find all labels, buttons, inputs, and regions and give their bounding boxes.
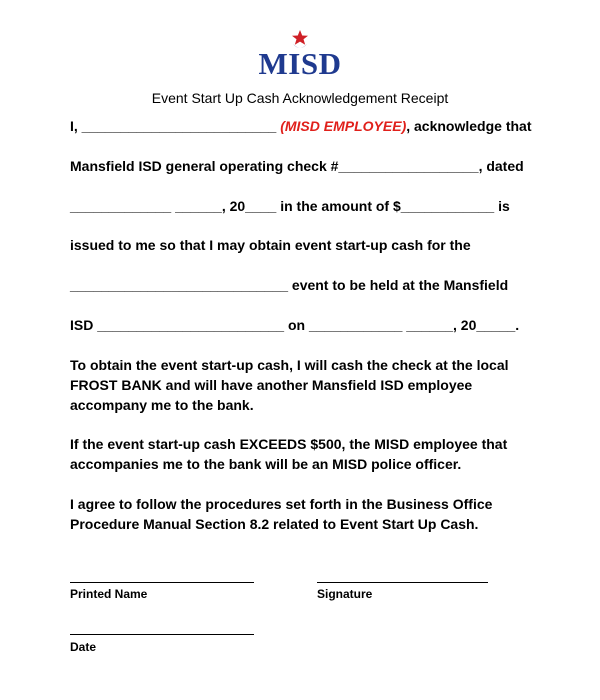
line1-prefix: I, _________________________ [70,118,281,134]
printed-name-label: Printed Name [70,587,148,601]
misd-employee-label: (MISD EMPLOYEE) [280,118,407,134]
date-line [70,634,254,635]
paragraph-exceeds-500: If the event start-up cash EXCEEDS $500, the MISD employee that accompanies me to the bank will be an MISD police officer. [70,436,508,472]
logo-text: MISD [258,46,342,81]
form-line-employee [70,116,531,136]
signature-line [317,582,488,583]
form-line-amount: _____________ ______, 20____ in the amount of $____________ is [70,198,510,214]
form-line-event: ____________________________ event to be held at the Mansfield [70,277,509,293]
printed-name-line [70,582,254,583]
line1-suffix: , acknowledge that [406,118,532,134]
date-label: Date [70,640,97,654]
paragraph-procedures: I agree to follow the procedures set forth in the Business Office Procedure Manual Section 8.2 related to Event Start Up Cash. [70,496,493,532]
document-title: Event Start Up Cash Acknowledgement Receipt [151,90,449,106]
form-line-issued: issued to me so that I may obtain event start-up cash for the [70,237,471,253]
paragraph-frost-bank: To obtain the event start-up cash, I will cash the check at the local FROST BANK and will have another Mansfield ISD employee accompany me to the bank. [70,357,509,413]
form-line-check: Mansfield ISD general operating check #__________________, dated [70,158,524,174]
signature-label: Signature [317,587,373,601]
form-line-location-date: ISD ________________________ on ____________ ______, 20_____. [70,317,520,333]
misd-logo [0,30,600,79]
